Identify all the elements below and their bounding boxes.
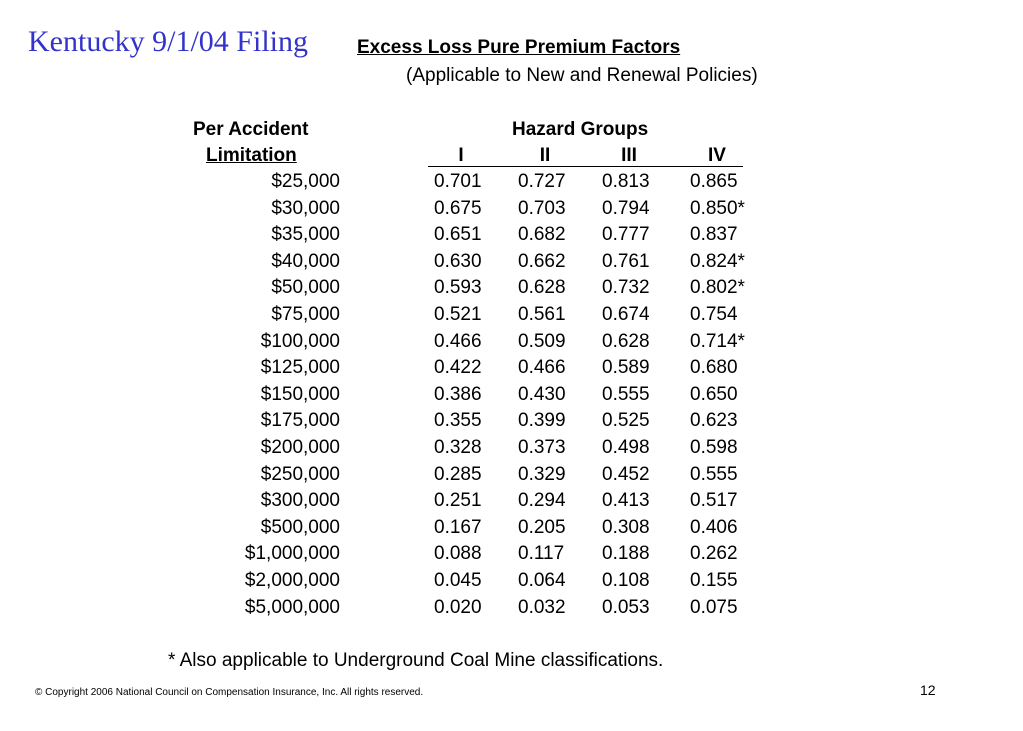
slide-title: Kentucky 9/1/04 Filing	[28, 25, 308, 58]
factor-cell: 0.593	[434, 277, 482, 299]
factor-cell: 0.561	[518, 303, 566, 325]
factor-cell: 0.727	[518, 171, 566, 192]
limit-cell: $2,000,000	[244, 569, 340, 591]
factor-cell: 0.088	[434, 543, 482, 565]
factor-cell: 0.865	[690, 171, 738, 192]
limit-cell: $5,000,000	[244, 596, 340, 618]
factor-cell: 0.117	[518, 543, 565, 565]
factor-cell: 0.032	[518, 596, 566, 618]
table-heading: Excess Loss Pure Premium Factors	[357, 37, 681, 58]
factor-cell: 0.308	[602, 516, 650, 538]
factor-cell: 0.701	[434, 171, 482, 192]
table-row	[0, 225, 1023, 252]
table-row	[0, 598, 1023, 625]
factor-cell: 0.794	[602, 197, 650, 219]
factor-cell: 0.452	[602, 463, 650, 485]
factor-cell: 0.053	[602, 596, 650, 618]
factor-cell: 0.630	[434, 250, 482, 272]
factor-cell: 0.329	[518, 463, 566, 485]
hazard-group-label: II	[539, 145, 551, 166]
factor-cell: 0.674	[602, 303, 650, 325]
factor-cell: 0.555	[602, 383, 650, 405]
factor-cell: 0.761	[602, 250, 650, 272]
factor-cell: 0.399	[518, 410, 566, 432]
limit-cell: $200,000	[260, 436, 340, 458]
limit-cell: $25,000	[271, 171, 340, 192]
factor-cell: 0.294	[518, 490, 566, 512]
hazard-groups-header: Hazard Groups	[512, 119, 649, 140]
factor-cell: 0.813	[602, 171, 650, 192]
factor-cell: 0.251	[434, 490, 482, 512]
hazard-groups-underline	[428, 166, 743, 167]
factor-cell: 0.682	[518, 224, 566, 246]
table-row	[0, 172, 1023, 199]
limit-header-line2: Limitation	[206, 145, 297, 166]
table-row	[0, 571, 1023, 598]
factor-cell: 0.623	[690, 410, 738, 432]
factor-cell: 0.262	[690, 543, 738, 565]
factor-cell: 0.517	[690, 490, 738, 512]
factor-cell: 0.355	[434, 410, 482, 432]
factor-cell: 0.680	[690, 357, 738, 379]
factor-cell: 0.824*	[690, 250, 745, 272]
page-number: 12	[920, 682, 936, 698]
factor-cell: 0.167	[434, 516, 482, 538]
factor-cell: 0.285	[434, 463, 482, 485]
table-row	[0, 438, 1023, 465]
factor-cell: 0.406	[690, 516, 738, 538]
table-row	[0, 544, 1023, 571]
factor-cell: 0.064	[518, 569, 566, 591]
factor-cell: 0.589	[602, 357, 650, 379]
table-row	[0, 411, 1023, 438]
factor-cell: 0.498	[602, 436, 650, 458]
factors-table	[0, 172, 1023, 624]
limit-cell: $35,000	[271, 224, 340, 246]
factor-cell: 0.422	[434, 357, 482, 379]
table-row	[0, 332, 1023, 359]
limit-cell: $500,000	[260, 516, 340, 538]
table-row	[0, 278, 1023, 305]
table-row	[0, 385, 1023, 412]
table-row	[0, 465, 1023, 492]
factor-cell: 0.386	[434, 383, 482, 405]
factor-cell: 0.430	[518, 383, 566, 405]
factor-cell: 0.850*	[690, 197, 745, 219]
factor-cell: 0.662	[518, 250, 566, 272]
table-subheading: (Applicable to New and Renewal Policies)	[406, 65, 758, 86]
factor-cell: 0.714*	[690, 330, 745, 352]
limit-cell: $40,000	[271, 250, 340, 272]
limit-cell: $175,000	[260, 410, 340, 432]
factor-cell: 0.837	[690, 224, 738, 246]
factor-cell: 0.328	[434, 436, 482, 458]
hazard-group-label: IV	[708, 145, 726, 166]
table-row	[0, 491, 1023, 518]
factor-cell: 0.075	[690, 596, 738, 618]
limit-cell: $125,000	[260, 357, 340, 379]
factor-cell: 0.598	[690, 436, 738, 458]
hazard-group-label: I	[458, 145, 464, 166]
factor-cell: 0.509	[518, 330, 566, 352]
factor-cell: 0.373	[518, 436, 566, 458]
limit-cell: $75,000	[271, 303, 340, 325]
factor-cell: 0.525	[602, 410, 650, 432]
factor-cell: 0.413	[602, 490, 650, 512]
limit-cell: $30,000	[271, 197, 340, 219]
factor-cell: 0.802*	[690, 277, 745, 299]
factor-cell: 0.628	[602, 330, 650, 352]
factor-cell: 0.754	[690, 303, 738, 325]
table-row	[0, 252, 1023, 279]
limit-cell: $150,000	[260, 383, 340, 405]
limit-cell: $1,000,000	[244, 543, 340, 565]
limit-header-line1: Per Accident	[193, 119, 309, 140]
hazard-group-label: III	[621, 145, 637, 166]
factor-cell: 0.466	[518, 357, 566, 379]
table-row	[0, 358, 1023, 385]
factor-cell: 0.777	[602, 224, 650, 246]
limit-cell: $250,000	[260, 463, 340, 485]
factor-cell: 0.045	[434, 569, 482, 591]
factor-cell: 0.020	[434, 596, 482, 618]
factor-cell: 0.651	[434, 224, 482, 246]
factor-cell: 0.188	[602, 543, 650, 565]
table-row	[0, 199, 1023, 226]
factor-cell: 0.703	[518, 197, 566, 219]
factor-cell: 0.650	[690, 383, 738, 405]
factor-cell: 0.108	[602, 569, 650, 591]
limit-cell: $50,000	[271, 277, 340, 299]
factor-cell: 0.732	[602, 277, 650, 299]
factor-cell: 0.155	[690, 569, 738, 591]
limit-cell: $100,000	[260, 330, 340, 352]
factor-cell: 0.555	[690, 463, 738, 485]
table-row	[0, 305, 1023, 332]
factor-cell: 0.675	[434, 197, 482, 219]
factor-cell: 0.628	[518, 277, 566, 299]
factor-cell: 0.205	[518, 516, 566, 538]
copyright-notice: © Copyright 2006 National Council on Compensation Insurance, Inc. All rights reserved.	[35, 687, 424, 698]
footnote: * Also applicable to Underground Coal Mine classifications.	[168, 650, 664, 671]
limit-cell: $300,000	[260, 490, 340, 512]
table-row	[0, 518, 1023, 545]
factor-cell: 0.521	[434, 303, 482, 325]
factor-cell: 0.466	[434, 330, 482, 352]
